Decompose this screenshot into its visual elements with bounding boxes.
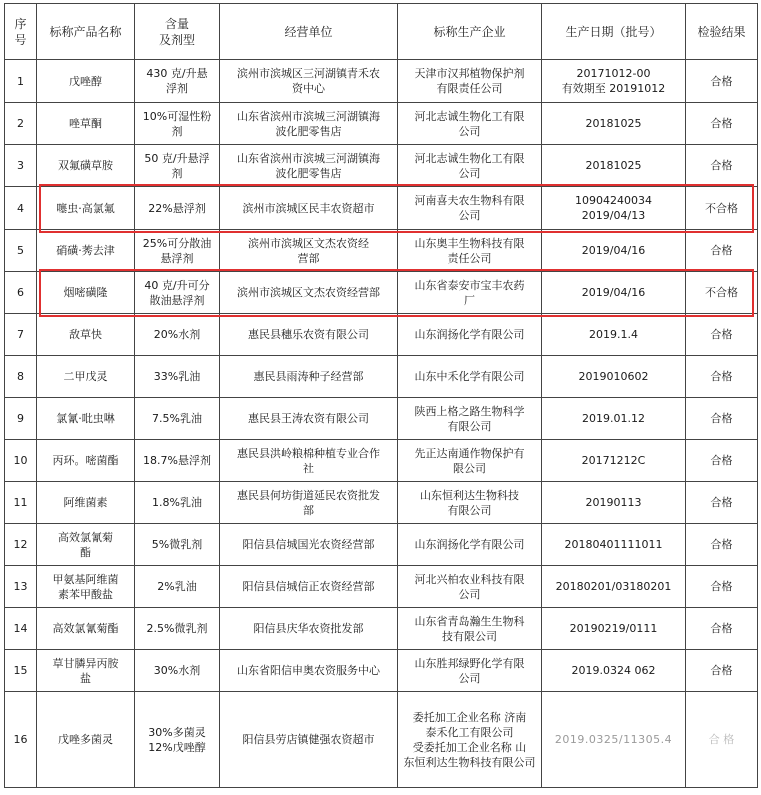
cell-result: 合格 — [686, 650, 758, 692]
cell-seq: 2 — [5, 103, 37, 145]
cell-seq: 5 — [5, 230, 37, 272]
cell-dealer — [220, 103, 398, 145]
cell-seq: 9 — [5, 398, 37, 440]
cell-line: 公司 — [458, 671, 481, 685]
cell-product-name — [37, 440, 135, 482]
header-result: 检验结果 — [686, 4, 758, 60]
table-row — [5, 314, 758, 356]
cell-spec — [135, 398, 220, 440]
header-production-date: 生产日期（批号） — [542, 4, 686, 60]
cell-production-date — [542, 650, 686, 692]
cell-line: 滨州市滨城区文杰农资经营部 — [237, 286, 380, 299]
cell-spec — [135, 314, 220, 356]
cell-dealer — [220, 482, 398, 524]
cell-spec — [135, 608, 220, 650]
cell-product-name — [37, 356, 135, 398]
cell-result: 合格 — [686, 482, 758, 524]
cell-manufacturer — [398, 440, 542, 482]
cell-line: 有限责任公司 — [436, 82, 503, 95]
cell-line: 甲氨基阿维菌 — [52, 572, 119, 586]
cell-line: 社 — [303, 461, 314, 475]
cell-line: 双氟磺草胺 — [58, 159, 113, 172]
cell-result: 合格 — [686, 103, 758, 145]
cell-production-date — [542, 60, 686, 103]
cell-product-name — [37, 398, 135, 440]
cell-line: 二甲戊灵 — [63, 370, 108, 383]
table-row — [5, 60, 758, 103]
cell-line: 先正达南通作物保护有 — [414, 446, 525, 460]
table-row — [5, 482, 758, 524]
cell-seq: 10 — [5, 440, 37, 482]
table-row — [5, 356, 758, 398]
cell-production-date — [542, 566, 686, 608]
table-row — [5, 103, 758, 145]
cell-production-date — [542, 608, 686, 650]
cell-line: 惠民县何坊街道延民农资批发 — [237, 488, 380, 502]
cell-dealer — [220, 356, 398, 398]
cell-production-date — [542, 187, 686, 230]
cell-line: 山东奥丰生物科技有限 — [414, 236, 525, 250]
cell-production-date — [542, 356, 686, 398]
cell-line: 丙环。嘧菌酯 — [52, 454, 119, 467]
cell-line: 2%乳油 — [157, 580, 197, 593]
cell-line: 滨州市滨城区三河湖镇青禾农 — [237, 67, 380, 80]
header-manufacturer: 标称生产企业 — [398, 4, 542, 60]
header-seq: 序 号 — [5, 4, 37, 60]
cell-line: 戊唑醇 — [69, 74, 102, 88]
cell-manufacturer — [398, 482, 542, 524]
cell-line: 河北兴柏农业科技有限 — [414, 572, 525, 586]
cell-production-date — [542, 692, 686, 788]
cell-line: 有限公司 — [447, 419, 492, 433]
cell-seq: 11 — [5, 482, 37, 524]
cell-line: 30%多菌灵 — [148, 725, 206, 739]
cell-line: 散油悬浮剂 — [149, 293, 205, 307]
cell-manufacturer — [398, 314, 542, 356]
cell-line: 惠民县洪岭粮棉种植专业合作 — [237, 446, 380, 460]
table-row — [5, 272, 758, 314]
cell-line: 山东润扬化学有限公司 — [414, 538, 525, 551]
cell-seq: 14 — [5, 608, 37, 650]
cell-seq: 7 — [5, 314, 37, 356]
cell-spec — [135, 566, 220, 608]
cell-dealer — [220, 566, 398, 608]
cell-line: 山东省滨州市滨城三河湖镇海 — [237, 151, 380, 165]
cell-dealer — [220, 60, 398, 103]
cell-line: 河北志诚生物化工有限 — [414, 151, 525, 165]
cell-line: 惠民县穗乐农资有限公司 — [248, 328, 369, 341]
cell-line: 敌草快 — [69, 328, 102, 341]
cell-dealer — [220, 440, 398, 482]
cell-line: 波化肥零售店 — [275, 166, 342, 180]
cell-line: 酯 — [80, 545, 91, 559]
cell-line: 阳信县劳店镇健强农资超市 — [242, 733, 375, 746]
cell-line: 河南喜夫农生物科有限 — [414, 194, 525, 207]
cell-line: 资中心 — [292, 82, 325, 95]
inspection-results-table — [4, 3, 758, 788]
cell-line: 厂 — [464, 293, 475, 307]
cell-production-date — [542, 398, 686, 440]
cell-line: 20181025 — [585, 159, 642, 172]
cell-result: 合格 — [686, 314, 758, 356]
cell-dealer — [220, 145, 398, 187]
cell-production-date — [542, 314, 686, 356]
header-spec: 含量 及剂型 — [135, 4, 220, 60]
cell-product-name — [37, 60, 135, 103]
table-row — [5, 230, 758, 272]
cell-line: 20180401111011 — [564, 538, 663, 551]
cell-line: 山东润扬化学有限公司 — [414, 328, 525, 341]
cell-line: 浮剂 — [166, 82, 188, 95]
cell-manufacturer — [398, 524, 542, 566]
cell-seq: 6 — [5, 272, 37, 314]
cell-production-date — [542, 482, 686, 524]
cell-result: 合 格 — [686, 692, 758, 788]
cell-line: 剂 — [171, 124, 183, 138]
cell-product-name — [37, 524, 135, 566]
cell-manufacturer — [398, 356, 542, 398]
cell-spec — [135, 145, 220, 187]
cell-line: 1.8%乳油 — [152, 496, 202, 509]
cell-line: 430 克/升悬 — [146, 67, 208, 80]
cell-line: 20190113 — [585, 496, 642, 509]
table-row — [5, 650, 758, 692]
cell-production-date — [542, 103, 686, 145]
cell-line: 山东省阳信申奥农资服务中心 — [237, 664, 380, 677]
cell-line: 阳信县庆华农资批发部 — [253, 622, 364, 635]
cell-product-name — [37, 692, 135, 788]
cell-line: 20171212C — [581, 454, 646, 467]
cell-line: 18.7%悬浮剂 — [143, 454, 211, 467]
cell-line: 受委托加工企业名称 山 — [412, 740, 527, 754]
cell-product-name — [37, 482, 135, 524]
cell-line: 公司 — [458, 209, 481, 222]
cell-line: 盐 — [80, 671, 91, 685]
cell-line: 有限公司 — [447, 503, 492, 517]
cell-line: 2019/04/16 — [581, 286, 646, 299]
cell-dealer — [220, 398, 398, 440]
cell-dealer — [220, 692, 398, 788]
cell-line: 硝磺·莠去津 — [56, 244, 115, 257]
cell-result: 合格 — [686, 356, 758, 398]
cell-product-name — [37, 314, 135, 356]
cell-product-name — [37, 608, 135, 650]
cell-result: 合格 — [686, 230, 758, 272]
cell-production-date — [542, 440, 686, 482]
cell-line: 素苯甲酸盐 — [58, 587, 113, 601]
cell-manufacturer — [398, 60, 542, 103]
cell-line: 33%乳油 — [153, 370, 201, 383]
cell-manufacturer — [398, 272, 542, 314]
cell-line: 20181025 — [585, 117, 642, 130]
cell-seq: 3 — [5, 145, 37, 187]
cell-line: 30%水剂 — [153, 664, 201, 677]
cell-line: 惠民县雨涛种子经营部 — [253, 370, 364, 383]
cell-spec — [135, 230, 220, 272]
cell-line: 限公司 — [453, 461, 486, 475]
cell-result: 不合格 — [686, 272, 758, 314]
cell-line: 部 — [303, 503, 314, 517]
cell-line: 40 克/升可分 — [144, 278, 210, 292]
cell-spec — [135, 440, 220, 482]
cell-line: 草甘膦异丙胺 — [52, 656, 119, 670]
cell-line: 山东恒利达生物科技 — [420, 488, 519, 502]
cell-line: 10904240034 — [575, 194, 652, 207]
cell-line: 山东省青岛瀚生生物科 — [414, 614, 525, 628]
table-row — [5, 187, 758, 230]
cell-result: 合格 — [686, 145, 758, 187]
cell-result: 合格 — [686, 566, 758, 608]
cell-line: 高效氯氰菊 — [58, 530, 113, 544]
cell-line: 烟嘧磺隆 — [63, 286, 108, 299]
cell-line: 山东中禾化学有限公司 — [414, 370, 525, 383]
cell-line: 营部 — [297, 251, 320, 265]
cell-line: 公司 — [458, 587, 481, 601]
cell-line: 2019.0324 062 — [571, 664, 656, 677]
cell-line: 22%悬浮剂 — [148, 201, 206, 215]
cell-line: 5%微乳剂 — [151, 538, 203, 551]
cell-line: 20190219/0111 — [569, 622, 658, 635]
table-row — [5, 608, 758, 650]
table-row — [5, 692, 758, 788]
cell-seq: 4 — [5, 187, 37, 230]
cell-product-name — [37, 103, 135, 145]
cell-line: 7.5%乳油 — [152, 412, 202, 425]
cell-line: 2019.1.4 — [589, 328, 638, 341]
cell-product-name — [37, 272, 135, 314]
cell-production-date — [542, 524, 686, 566]
cell-seq: 12 — [5, 524, 37, 566]
cell-product-name — [37, 145, 135, 187]
cell-line: 20%水剂 — [153, 328, 201, 341]
cell-dealer — [220, 608, 398, 650]
cell-line: 2019.0325/11305.4 — [554, 733, 673, 746]
cell-production-date — [542, 230, 686, 272]
cell-spec — [135, 524, 220, 566]
cell-dealer — [220, 230, 398, 272]
cell-line: 氯氰·吡虫啉 — [56, 412, 115, 425]
cell-product-name — [37, 650, 135, 692]
cell-line: 噻虫·高氯氟 — [56, 201, 115, 215]
cell-manufacturer — [398, 398, 542, 440]
cell-line: 波化肥零售店 — [275, 124, 342, 138]
cell-dealer — [220, 650, 398, 692]
cell-line: 泰禾化工有限公司 — [425, 725, 514, 739]
cell-line: 剂 — [171, 166, 183, 180]
cell-line: 公司 — [458, 166, 481, 180]
cell-manufacturer — [398, 650, 542, 692]
table-row — [5, 145, 758, 187]
cell-product-name — [37, 230, 135, 272]
cell-spec — [135, 103, 220, 145]
cell-manufacturer — [398, 692, 542, 788]
cell-line: 戊唑多菌灵 — [58, 733, 113, 746]
cell-manufacturer — [398, 608, 542, 650]
cell-line: 技有限公司 — [442, 629, 497, 643]
cell-line: 阳信县信城国光农资经营部 — [242, 538, 375, 551]
cell-line: 滨州市滨城区文杰农资经 — [248, 236, 369, 250]
cell-line: 50 克/升悬浮 — [144, 151, 210, 165]
table-row — [5, 440, 758, 482]
cell-line: 河北志诚生物化工有限 — [414, 109, 525, 123]
cell-product-name — [37, 566, 135, 608]
table-row — [5, 398, 758, 440]
cell-result: 合格 — [686, 608, 758, 650]
cell-manufacturer — [398, 230, 542, 272]
cell-line: 唑草酮 — [69, 117, 102, 130]
cell-result: 合格 — [686, 440, 758, 482]
cell-line: 12%戊唑醇 — [148, 740, 206, 754]
cell-line: 东恒利达生物科技有限公司 — [403, 755, 536, 769]
cell-line: 山东胜邦绿野化学有限 — [414, 656, 525, 670]
cell-dealer — [220, 187, 398, 230]
cell-spec — [135, 187, 220, 230]
header-row — [5, 4, 758, 60]
cell-dealer — [220, 314, 398, 356]
cell-spec — [135, 60, 220, 103]
cell-line: 20171012-00 — [576, 67, 651, 80]
cell-line: 陕西上格之路生物科学 — [414, 404, 525, 418]
cell-line: 山东省滨州市滨城三河湖镇海 — [237, 109, 380, 123]
cell-line: 山东省泰安市宝丰农药 — [414, 278, 525, 292]
cell-line: 高效氯氰菊酯 — [52, 622, 119, 635]
cell-line: 20180201/03180201 — [555, 580, 672, 593]
cell-line: 2019.01.12 — [582, 412, 645, 425]
table-row — [5, 566, 758, 608]
cell-line: 10%可湿性粉 — [142, 109, 212, 123]
table-row — [5, 524, 758, 566]
cell-manufacturer — [398, 145, 542, 187]
cell-production-date — [542, 145, 686, 187]
cell-seq: 15 — [5, 650, 37, 692]
cell-result: 合格 — [686, 398, 758, 440]
cell-seq: 1 — [5, 60, 37, 103]
cell-spec — [135, 482, 220, 524]
cell-seq: 8 — [5, 356, 37, 398]
cell-line: 公司 — [458, 124, 481, 138]
cell-dealer — [220, 524, 398, 566]
cell-line: 责任公司 — [447, 251, 492, 265]
cell-spec — [135, 272, 220, 314]
cell-line: 阳信县信城信正农资经营部 — [242, 580, 375, 593]
header-product-name: 标称产品名称 — [37, 4, 135, 60]
cell-line: 惠民县王涛农资有限公司 — [248, 412, 369, 425]
cell-dealer — [220, 272, 398, 314]
cell-line: 25%可分散油 — [142, 236, 212, 250]
cell-result: 合格 — [686, 524, 758, 566]
cell-product-name — [37, 187, 135, 230]
cell-line: 有效期至 20191012 — [561, 82, 666, 95]
cell-seq: 13 — [5, 566, 37, 608]
cell-production-date — [542, 272, 686, 314]
header-dealer: 经营单位 — [220, 4, 398, 60]
cell-spec — [135, 356, 220, 398]
cell-spec — [135, 692, 220, 788]
cell-line: 2019/04/16 — [581, 244, 646, 257]
cell-line: 2019/04/13 — [581, 209, 646, 222]
cell-manufacturer — [398, 187, 542, 230]
cell-line: 天津市汉邦植物保护剂 — [414, 67, 525, 80]
cell-line: 2.5%微乳剂 — [146, 622, 208, 635]
cell-line: 滨州市滨城区民丰农资超市 — [242, 201, 375, 215]
cell-line: 委托加工企业名称 济南 — [412, 710, 527, 724]
cell-manufacturer — [398, 566, 542, 608]
cell-seq: 16 — [5, 692, 37, 788]
cell-spec — [135, 650, 220, 692]
table-body — [5, 60, 758, 788]
cell-line: 悬浮剂 — [160, 251, 194, 265]
cell-result: 合格 — [686, 60, 758, 103]
cell-manufacturer — [398, 103, 542, 145]
cell-line: 2019010602 — [578, 370, 649, 383]
cell-line: 阿维菌素 — [63, 496, 108, 509]
cell-result: 不合格 — [686, 187, 758, 230]
